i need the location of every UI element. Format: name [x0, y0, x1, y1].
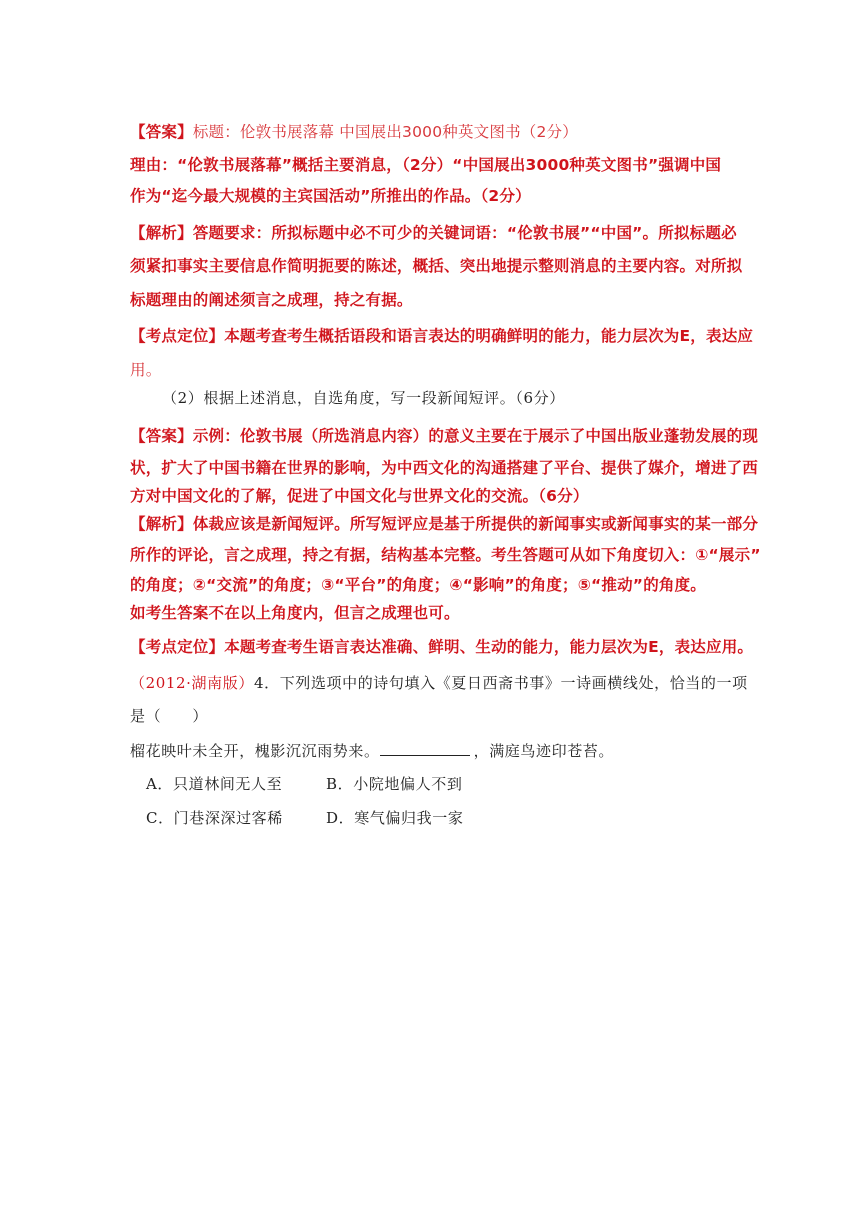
point-1-text: 本题考查考生概括语段和语言表达的明确鲜明的能力，能力层次为E，表达应: [224, 327, 754, 345]
analysis-1-text: 答题要求：所拟标题中必不可少的关键词语：“伦敦书展”“中国”。所拟标题必: [192, 224, 737, 242]
point-tag: 【考点定位】: [130, 638, 225, 656]
answer-1-line-1: [130, 120, 578, 142]
point-1-line-1: [130, 324, 753, 346]
fill-blank: [380, 741, 470, 756]
question-2: （2）根据上述消息，自选角度，写一段新闻短评。（6分）: [162, 389, 565, 407]
analysis-1-line-2: 须紧扣事实主要信息作简明扼要的陈述，概括、突出地提示整则消息的主要内容。对所拟: [130, 257, 743, 275]
analysis-tag: 【解析】: [130, 515, 193, 533]
analysis-2-line-1: [130, 512, 758, 534]
analysis-2-text: 体裁应该是新闻短评。所写短评应是基于所提供的新闻事实或新闻事实的某一部分: [192, 515, 759, 533]
poem-line: [130, 740, 614, 761]
answer-1-line-3: 作为“迄今最大规模的主宾国活动”所推出的作品。（2分）: [130, 187, 531, 205]
option-b: B．小院地偏人不到: [326, 775, 463, 793]
option-d: D．寒气偏归我一家: [326, 809, 464, 827]
analysis-2-line-2: 所作的评论，言之成理，持之有据，结构基本完整。考生答题可从如下角度切入：①“展示”: [130, 546, 761, 564]
poem-after-blank: ，满庭鸟迹印苍苔。: [473, 742, 615, 760]
answer-2-line-1: [130, 424, 758, 446]
point-2-text: 本题考查考生语言表达准确、鲜明、生动的能力，能力层次为E，表达应用。: [224, 638, 754, 656]
question-source: （2012·湖南版）: [130, 674, 254, 692]
answer-tag: 【答案】: [130, 123, 193, 141]
analysis-2-line-3: 的角度；②“交流”的角度；③“平台”的角度；④“影响”的角度；⑤“推动”的角度。: [130, 576, 706, 594]
point-1-line-2: [130, 358, 161, 380]
question-4-line-2: 是（ ）: [130, 707, 209, 725]
analysis-1-line-1: [130, 221, 737, 243]
answer-tag: 【答案】: [130, 427, 193, 445]
point-tag: 【考点定位】: [130, 327, 225, 345]
answer-1-title-text: 标题：伦敦书展落幕 中国展出3000种英文图书（2分）: [192, 123, 578, 141]
answer-1-line-2: 理由：“伦敦书展落幕”概括主要消息，（2分）“中国展出3000种英文图书”强调中国: [130, 156, 722, 174]
option-c: C．门巷深深过客稀: [146, 809, 283, 827]
option-a: A．只道林间无人至: [146, 775, 283, 793]
analysis-1-line-3: 标题理由的阐述须言之成理，持之有据。: [130, 291, 413, 309]
analysis-2-line-4: 如考生答案不在以上角度内，但言之成理也可。: [130, 604, 460, 622]
answer-2-text: 示例：伦敦书展（所选消息内容）的意义主要在于展示了中国出版业蓬勃发展的现: [192, 427, 759, 445]
answer-2-line-2: 状，扩大了中国书籍在世界的影响，为中西文化的沟通搭建了平台、提供了媒介，增进了西: [130, 459, 759, 477]
poem-before-blank: 榴花映叶未全开，槐影沉沉雨势来。: [130, 742, 380, 760]
analysis-tag: 【解析】: [130, 224, 193, 242]
point-2-line-1: [130, 635, 753, 657]
point-1-text-cont: 用。: [130, 361, 162, 379]
question-4-stem: 4．下列选项中的诗句填入《夏日西斋书事》一诗画横线处，恰当的一项: [253, 674, 748, 692]
question-4-line-1: [130, 672, 748, 693]
answer-2-line-3: 方对中国文化的了解，促进了中国文化与世界文化的交流。（6分）: [130, 487, 589, 505]
